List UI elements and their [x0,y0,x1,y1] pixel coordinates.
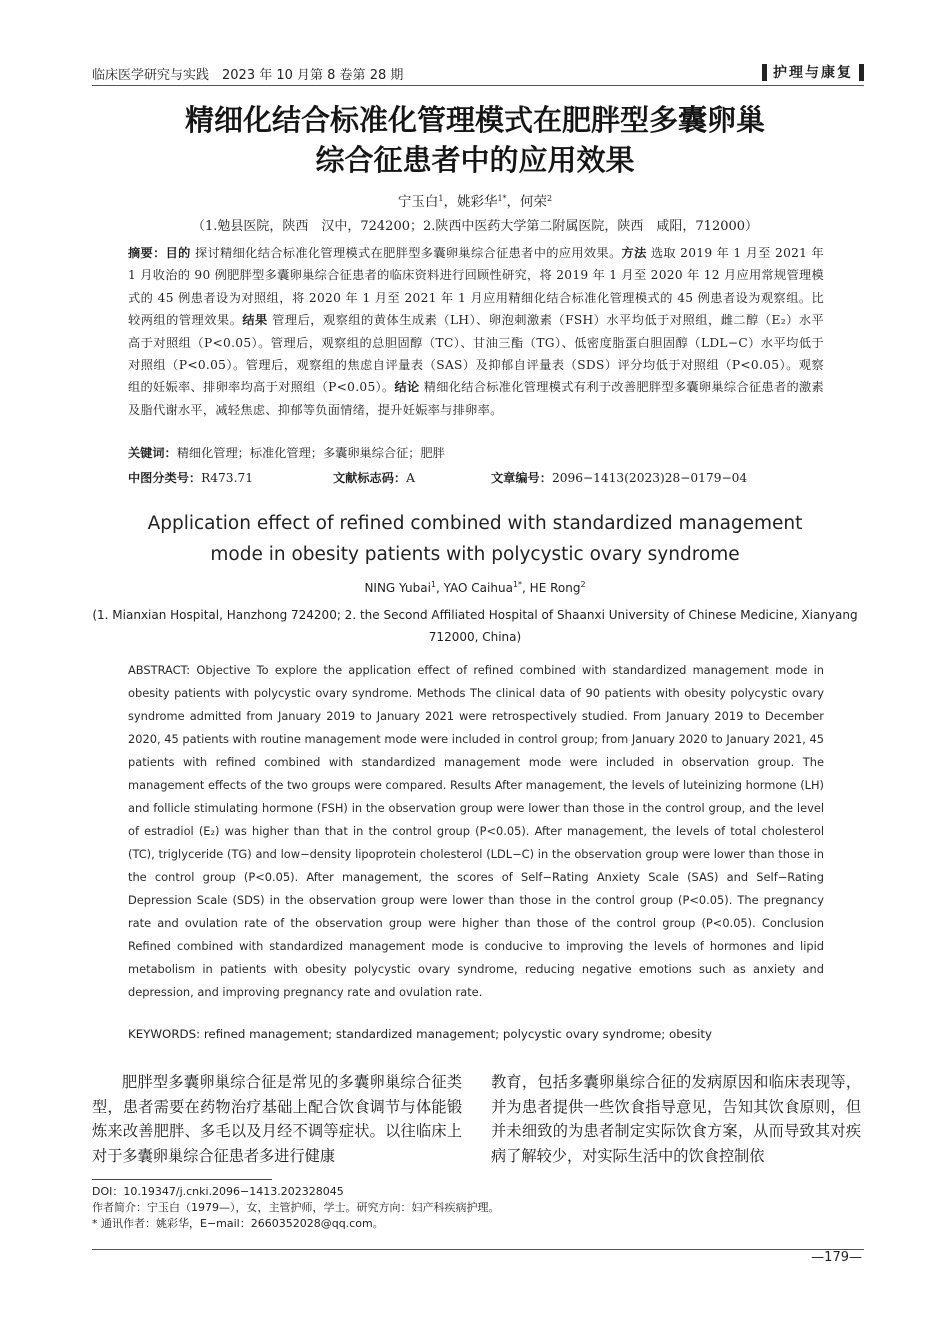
abstract-en-label: ABSTRACT: [128,663,191,677]
abstract-cn-objective: 探讨精细化结合标准化管理模式在肥胖型多囊卵巢综合征患者中的应用效果。 [194,246,622,260]
page-number: —179— [811,1250,862,1265]
author-3-cn: 何荣 [520,194,548,210]
doc-code-label: 文献标志码： [333,471,407,485]
footnote-corresponding: * 通讯作者：姚彩华，E−mail：2660352028@qq.com。 [92,1217,384,1230]
author-sep-1-en: , [436,581,444,595]
affiliation-en: (1. Mianxian Hospital, Hanzhong 724200; 2. the Second Affiliated Hospital of Shaanxi University of Chinese Medicine, Xianyang 712000, China) [92,608,858,644]
clc-value: R473.71 [201,471,253,485]
abstract-cn-methods-label: 方法 [621,246,647,260]
abstract-cn [128,242,824,421]
doc-code-value: A [406,471,415,485]
abstract-cn-results: 管理后，观察组的黄体生成素（LH）、卵泡刺激素（FSH）水平均低于对照组，雌二醇（E₂）水平高于对照组（P<0.05）。管理后，观察组的总胆固醇（TC）、甘油三酯（TG）、低密度脂蛋白胆固醇（LDL−C）水平均低于对照组（P<0.05）。管理后，观察组的焦虑自评量表（SAS）及抑郁自评量表（SDS）评分均低于对照组（P<0.05）。观察组的妊娠率、排卵率均高于对照组（P<0.05）。 [128,313,825,395]
author-2-en-sup: 1* [512,580,523,589]
paper-title-cn [100,100,850,180]
abstract-en [128,659,824,1004]
keywords-en [128,1027,824,1041]
article-id-field [491,469,747,486]
journal-info: 临床医学研究与实践 2023 年 10 月第 8 卷第 28 期 [92,68,404,83]
abstract-cn-conclusion-label: 结论 [394,380,420,395]
article-id-label: 文章编号： [491,471,552,485]
abstract-cn-label: 摘要： [128,246,166,260]
title-en-line1: Application effect of refined combined with standardized management [147,513,803,534]
paper-title-en [80,508,870,570]
authors-cn [0,190,950,210]
author-1-en: NING Yubai [364,581,431,595]
author-2-en: YAO Caihua [443,581,513,595]
authors-en [0,580,950,595]
author-2-cn-sup: 1* [497,194,507,203]
clc-label: 中图分类号： [128,471,202,485]
body-column-left: 肥胖型多囊卵巢综合征是常见的多囊卵巢综合征类型，患者需要在药物治疗基础上配合饮食调节与体能锻炼来改善肥胖、多毛以及月经不调等症状。以往临床上对于多囊卵巢综合征患者多进行健康 [92,1073,462,1165]
keywords-cn [128,444,824,461]
keywords-en-label: KEYWORDS: [128,1027,201,1041]
author-sep-2-en: , [522,581,530,595]
footer-rule [92,1249,864,1250]
title-cn-line1: 精细化结合标准化管理模式在肥胖型多囊卵巢 [184,103,765,137]
title-en-line2: mode in obesity patients with polycystic ovary syndrome [210,544,740,565]
author-1-en-sup: 1 [430,580,436,589]
article-id-value: 2096−1413(2023)28−0179−04 [551,471,748,485]
title-cn-line2: 综合征患者中的应用效果 [315,143,635,177]
footnote-rule [92,1179,272,1180]
affiliation-cn: （1.勉县医院，陕西 汉中，724200；2.陕西中医药大学第二附属医院，陕西 咸阳，712000） [191,219,759,234]
author-1-cn: 宁玉白 [397,194,439,210]
keywords-en-text: refined management; standardized management; polycystic ovary syndrome; obesity [203,1027,712,1041]
author-sep-1-cn: ， [443,194,457,210]
author-3-en-sup: 2 [580,580,586,589]
author-sep-2-cn: ， [506,194,521,210]
author-3-en: HE Rong [529,581,581,595]
author-1-cn-sup: 1 [438,194,444,203]
header-rule [92,85,864,86]
abstract-cn-methods: 选取 2019 年 1 月至 2021 年 1 月收治的 90 例肥胖型多囊卵巢综合征患者的临床资料进行回顾性研究，将 2019 年 1 月至 2020 年 12 月应用常规管理模式的 45 例患者设为对照组，将 2020 年 1 月至 2021 年 1 月应用精细化结合标准化管理模式的 45 例患者设为观察组。比较两组的管理效果。 [128,246,824,328]
section-tag [762,62,864,82]
footnote-doi: DOI：10.19347/j.cnki.2096−1413.202328045 [92,1185,344,1198]
abstract-en-text: Objective To explore the application effect of refined combined with standardized management mode in obesity patients with polycystic ovary syndrome. Methods The clinical data of 90 patients with obesity polycystic ovary syndrome admitted from January 2019 to January 2021 were retrospectively studied. From January 2019 to December 2020, 45 patients with routine management mode were included in control group; from January 2020 to January 2021, 45 patients with refined combined with standardized management mode were included in observation group. The management effects of the two groups were compared. Results After management, the levels of luteinizing hormone (LH) and follicle stimulating hormone (FSH) in the observation group were lower than those in the control group, and the level of estradiol (E₂) was higher than that in the control group (P<0.05). After management, the levels of total cholesterol (TC), triglyceride (TG) and low−density lipoprotein cholesterol (LDL−C) in the observation group were lower than those in the control group (P<0.05). After management, the scores of Self−Rating Anxiety Scale (SAS) and Self−Rating Depression Scale (SDS) in the observation group were lower than those in the control group (P<0.05). The pregnancy rate and ovulation rate of the observation group were higher than those of the control group (P<0.05). Conclusion Refined combined with standardized management mode is conducive to improving the levels of hormones and lipid metabolism in patients with obesity polycystic ovary syndrome, reducing negative emotions such as anxiety and depression, and improving pregnancy rate and ovulation rate. [128,663,825,999]
keywords-cn-text: 精细化管理；标准化管理；多囊卵巢综合征；肥胖 [176,446,445,460]
section-bar-right [859,64,864,81]
abstract-cn-conclusion: 精细化结合标准化管理模式有利于改善肥胖型多囊卵巢综合征患者的激素及脂代谢水平，减轻焦虑、抑郁等负面情绪，提升妊娠率与排卵率。 [128,380,824,417]
classification-row [128,469,824,486]
abstract-cn-results-label: 结果 [242,313,268,328]
doc-code-field [333,469,415,486]
author-3-cn-sup: 2 [547,194,553,203]
abstract-cn-objective-label: 目的 [165,246,191,260]
author-2-cn: 姚彩华 [456,194,498,210]
footnote-author-bio: 作者简介：宁玉白（1979—），女，主管护师，学士。研究方向：妇产科疾病护理。 [92,1201,500,1214]
keywords-cn-label: 关键词： [128,446,177,460]
section-label: 护理与康复 [773,65,853,81]
clc-field [128,471,253,485]
body-column-right: 教育，包括多囊卵巢综合征的发病原因和临床表现等，并为患者提供一些饮食指导意见，告知其饮食原则，但并未细致的为患者制定实际饮食方案，从而导致其对疾病了解较少，对实际生活中的饮食控制依 [491,1073,861,1165]
